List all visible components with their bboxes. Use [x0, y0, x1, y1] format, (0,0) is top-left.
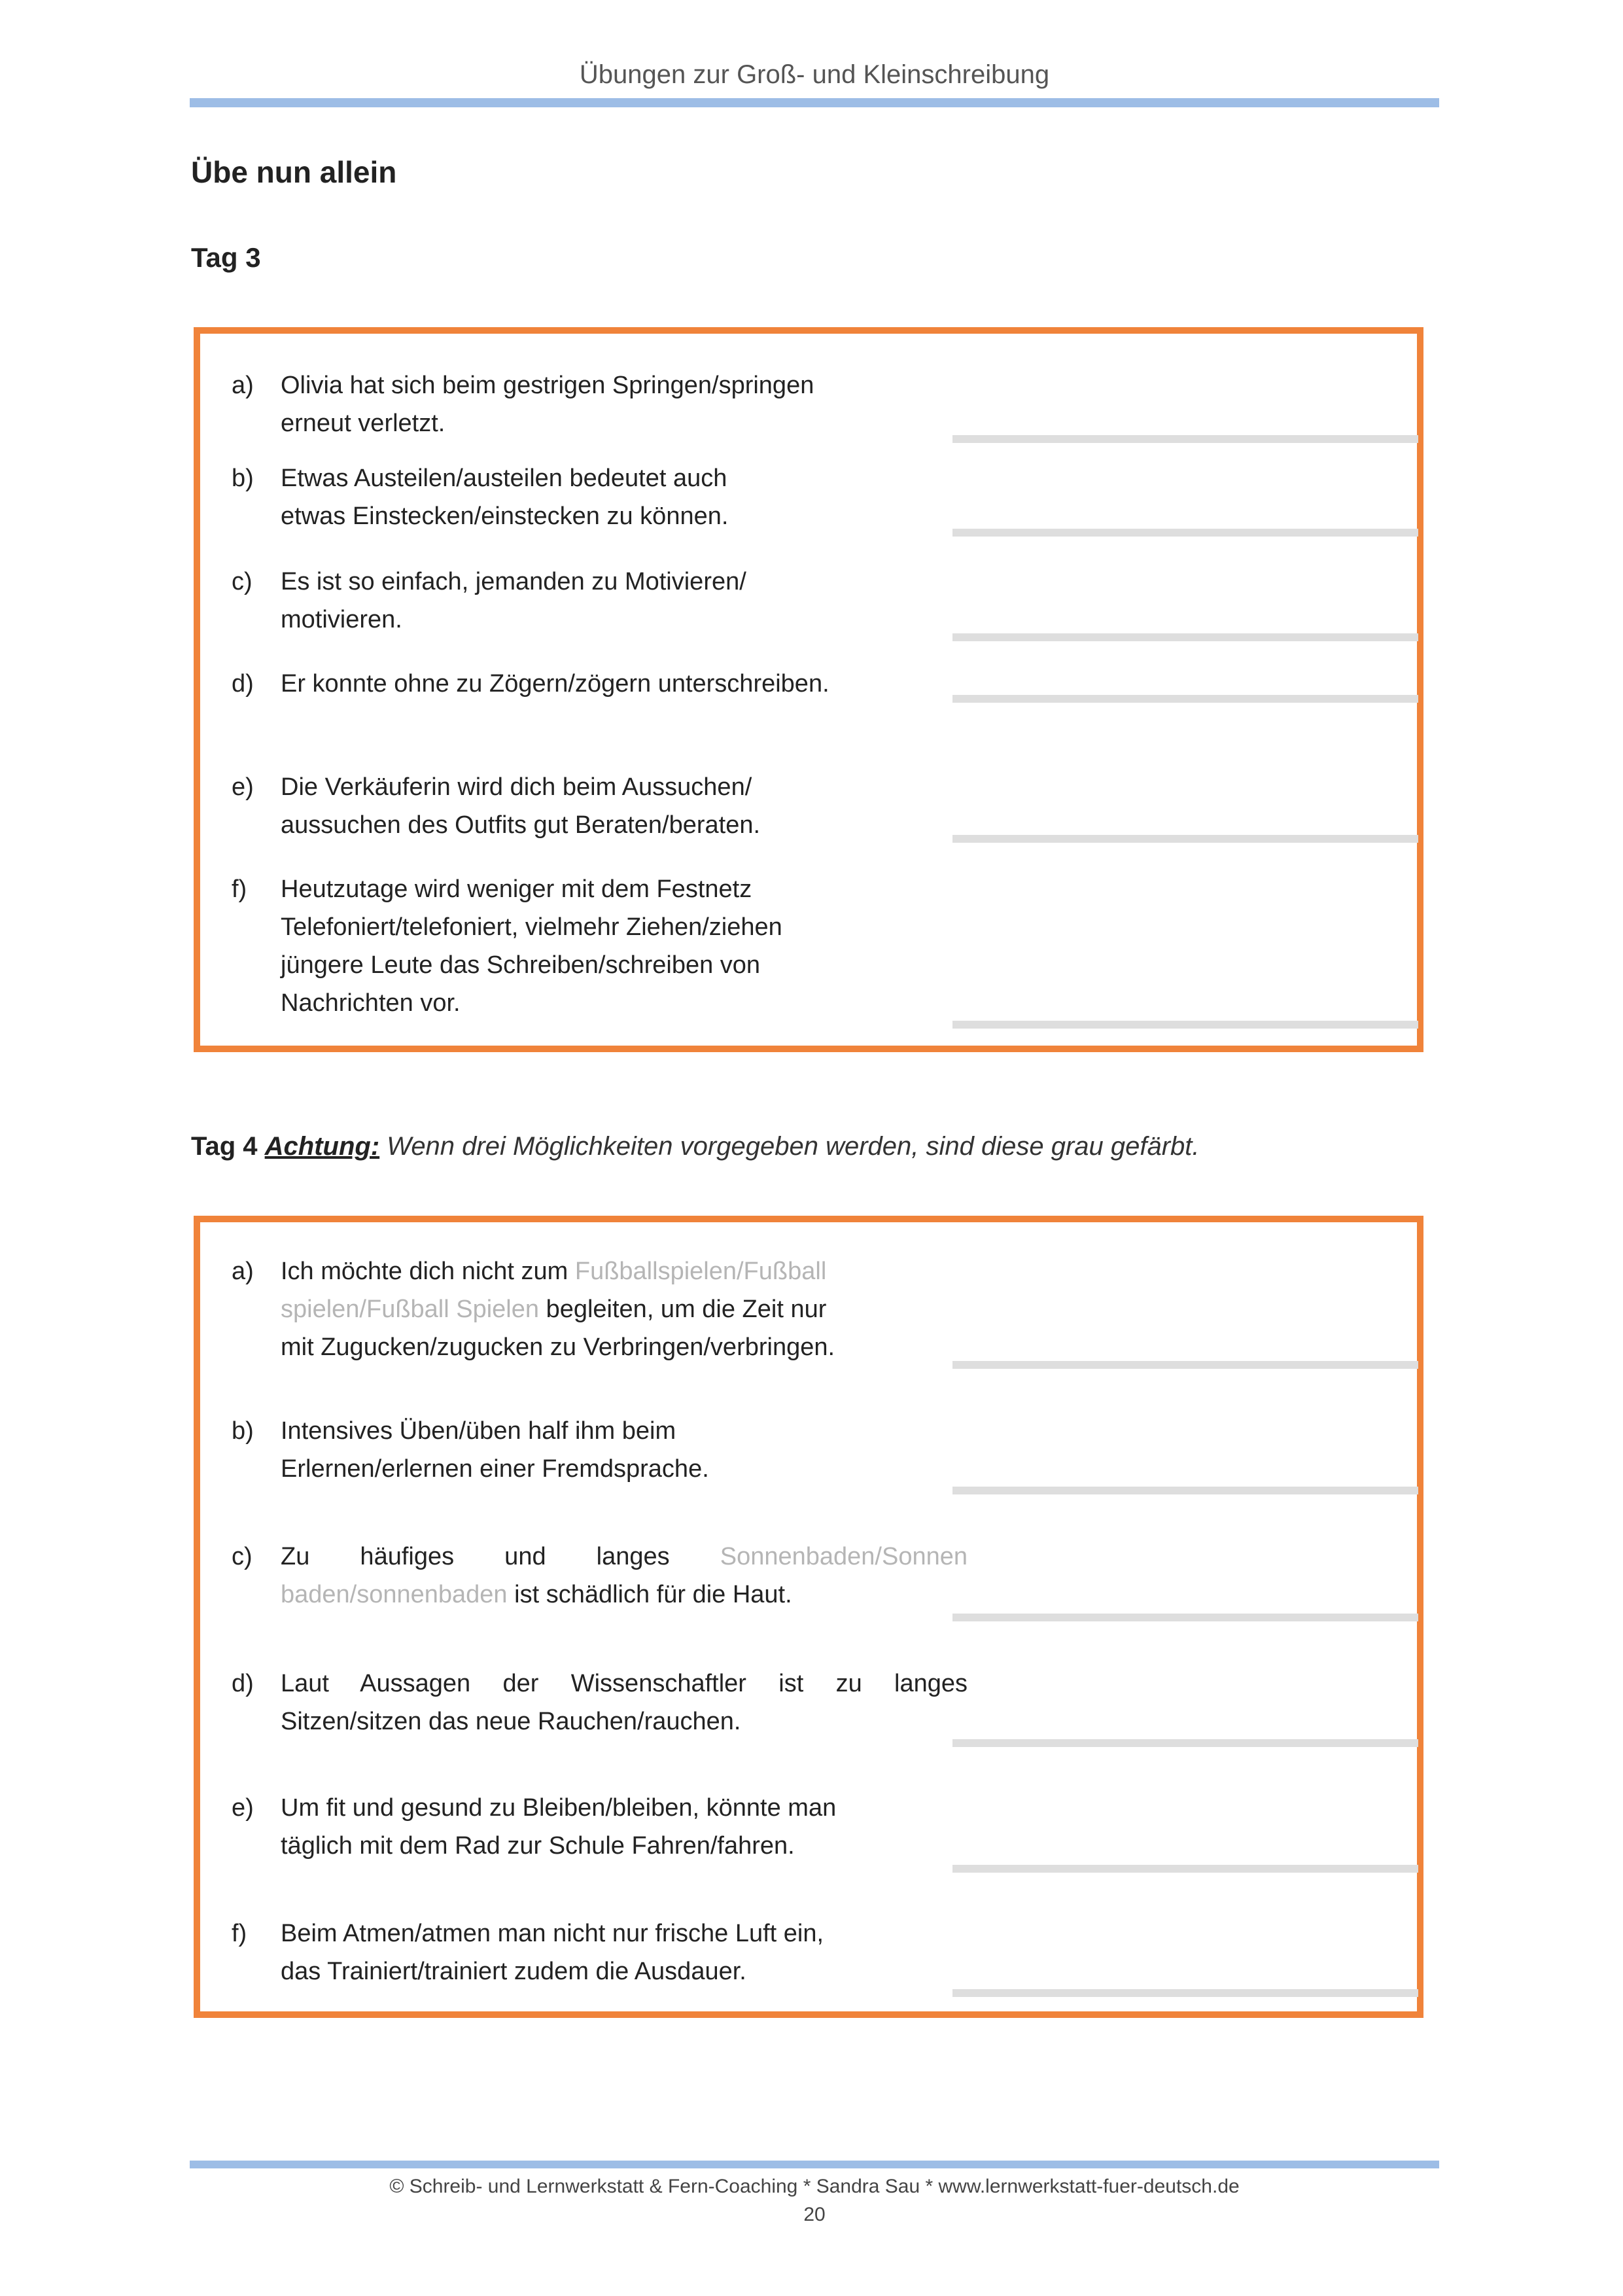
item-label: a): [232, 1258, 254, 1285]
page-header-title: Übungen zur Groß- und Kleinschreibung: [579, 60, 1050, 89]
item-line: Um fit und gesund zu Bleiben/bleiben, könnte man: [281, 1794, 837, 1822]
day3-exercise-box: [194, 327, 1423, 1052]
day4-note: Wenn drei Möglichkeiten vorgegeben werden, sind diese grau gefärbt.: [387, 1132, 1200, 1161]
grey-options: spielen/Fußball Spielen: [281, 1296, 540, 1323]
item-line: Beim Atmen/atmen man nicht nur frische Luft ein,: [281, 1920, 824, 1947]
item-line: Telefoniert/telefoniert, vielmehr Ziehen/ziehen: [281, 913, 782, 941]
item-text-part: Ich möchte dich nicht zum: [281, 1258, 575, 1285]
item-text: [281, 768, 968, 844]
item-text-part: Zu häufiges und langes: [281, 1543, 720, 1570]
item-line: Intensives Üben/üben half ihm beim: [281, 1417, 676, 1445]
item-label: c): [232, 1543, 253, 1570]
item-label: d): [232, 1670, 254, 1697]
footer-rule: [190, 2161, 1439, 2168]
item-line: jüngere Leute das Schreiben/schreiben von: [281, 951, 761, 979]
item-text: [281, 1538, 968, 1614]
day4-warning: Achtung:: [264, 1132, 380, 1161]
item-label: e): [232, 1794, 254, 1822]
page-number: 20: [803, 2204, 826, 2225]
item-text: [281, 1665, 968, 1740]
section-title: Übe nun allein: [191, 155, 397, 189]
item-text: [281, 1789, 968, 1865]
item-line: [281, 1538, 968, 1576]
item-line: Erlernen/erlernen einer Fremdsprache.: [281, 1455, 709, 1483]
item-line: [281, 1290, 968, 1328]
answer-line[interactable]: [952, 835, 1418, 843]
day3-title: Tag 3: [191, 242, 261, 273]
answer-line[interactable]: [952, 1487, 1418, 1494]
item-line: aussuchen des Outfits gut Beraten/beraten.: [281, 811, 761, 839]
answer-line[interactable]: [952, 1865, 1418, 1873]
item-label: b): [232, 1417, 254, 1445]
answer-line[interactable]: [952, 1021, 1418, 1029]
item-line: Heutzutage wird weniger mit dem Festnetz: [281, 875, 752, 903]
item-line: Nachrichten vor.: [281, 989, 461, 1017]
item-label: b): [232, 465, 254, 492]
item-text-part: ist schädlich für die Haut.: [507, 1581, 792, 1608]
item-line: [281, 1576, 968, 1614]
grey-options: Sonnenbaden/Sonnen: [720, 1543, 968, 1570]
item-text: [281, 366, 968, 442]
item-line: täglich mit dem Rad zur Schule Fahren/fahren.: [281, 1832, 795, 1860]
item-label: f): [232, 1920, 247, 1947]
footer-copyright: © Schreib- und Lernwerkstatt & Fern-Coaching * Sandra Sau * www.lernwerkstatt-fuer-deutsch.de: [389, 2176, 1240, 2197]
answer-line[interactable]: [952, 695, 1418, 703]
item-line: Olivia hat sich beim gestrigen Springen/springen: [281, 372, 814, 399]
item-line: motivieren.: [281, 606, 402, 633]
day4-heading: [191, 1132, 1200, 1161]
day4-title: Tag 4: [191, 1132, 258, 1161]
item-line: Etwas Austeilen/austeilen bedeutet auch: [281, 465, 727, 492]
item-line: mit Zugucken/zugucken zu Verbringen/verbringen.: [281, 1333, 835, 1361]
item-line: etwas Einstecken/einstecken zu können.: [281, 503, 729, 530]
item-line: Laut Aussagen der Wissenschaftler ist zu langes: [281, 1670, 968, 1697]
answer-line[interactable]: [952, 529, 1418, 537]
item-line: Er konnte ohne zu Zögern/zögern unterschreiben.: [281, 670, 829, 698]
item-line: erneut verletzt.: [281, 410, 445, 437]
item-text: [281, 1412, 968, 1488]
item-line: Die Verkäuferin wird dich beim Aussuchen/: [281, 773, 752, 801]
item-line: Sitzen/sitzen das neue Rauchen/rauchen.: [281, 1708, 741, 1735]
item-line: [281, 1252, 968, 1290]
day4-exercise-box: [194, 1216, 1423, 2018]
answer-line[interactable]: [952, 1361, 1418, 1369]
answer-line[interactable]: [952, 1989, 1418, 1997]
item-text: [281, 1252, 968, 1366]
item-line: Es ist so einfach, jemanden zu Motivieren/: [281, 568, 746, 595]
item-label: a): [232, 372, 254, 399]
item-text: [281, 563, 968, 639]
item-text: [281, 1915, 968, 1990]
answer-line[interactable]: [952, 1739, 1418, 1747]
answer-line[interactable]: [952, 633, 1418, 641]
answer-line[interactable]: [952, 1614, 1418, 1621]
item-line: das Trainiert/trainiert zudem die Ausdauer.: [281, 1958, 746, 1985]
item-text: [281, 665, 968, 703]
item-label: f): [232, 875, 247, 903]
header-rule: [190, 98, 1439, 107]
item-label: d): [232, 670, 254, 698]
grey-options: Fußballspielen/Fußball: [574, 1258, 827, 1285]
item-text: [281, 870, 968, 1022]
grey-options: baden/sonnenbaden: [281, 1581, 508, 1608]
item-label: c): [232, 568, 253, 595]
item-text: [281, 459, 968, 535]
answer-line[interactable]: [952, 435, 1418, 443]
item-label: e): [232, 773, 254, 801]
item-text-part: begleiten, um die Zeit nur: [539, 1296, 827, 1323]
